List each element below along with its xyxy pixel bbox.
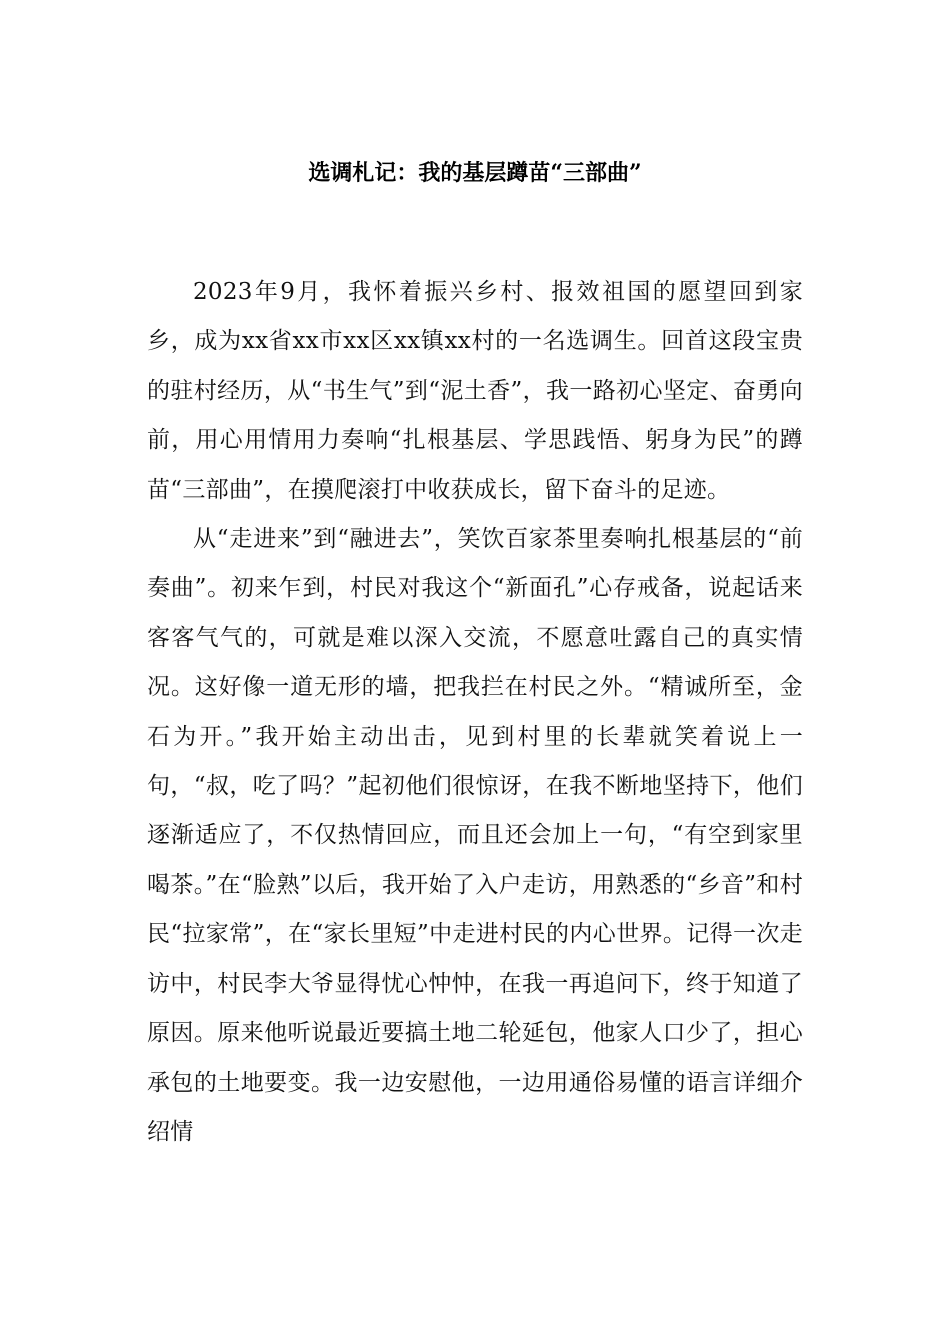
paragraph-prelude: 从“走进来”到“融进去”，笑饮百家茶里奏响扎根基层的“前奏曲”。初来乍到，村民对我这个“新面孔”心存戒备，说起话来客客气气的，可就是难以深入交流，不愿意吐露自己的真实情况。这好像一道无形的墙，把我拦在村民之外。“精诚所至，金石为开。”我开始主动出击，见到村里的长辈就笑着说上一句，“叔，吃了吗？”起初他们很惊讶，在我不断地坚持下，他们逐渐适应了，不仅热情回应，而且还会加上一句，“有空到家里喝茶。”在“脸熟”以后，我开始了入户走访，用熟悉的“乡音”和村民“拉家常”，在“家长里短”中走进村民的内心世界。记得一次走访中，村民李大爷显得忧心忡忡，在我一再追问下，终于知道了原因。原来他听说最近要搞土地二轮延包，他家人口少了，担心承包的土地要变。我一边安慰他，一边用通俗易懂的语言详细介绍情 — [147, 526, 803, 1145]
paragraph-intro: 2023年9月，我怀着振兴乡村、报效祖国的愿望回到家乡，成为xx省xx市xx区xx镇xx村的一名选调生。回首这段宝贵的驻村经历，从“书生气”到“泥土香”，我一路初心坚定、奋勇向前，用心用情用力奏响“扎根基层、学思践悟、躬身为民”的蹲苗“三部曲”，在摸爬滚打中收获成长，留下奋斗的足迹。 — [147, 279, 803, 503]
document-title: 选调札记：我的基层蹲苗“三部曲” — [308, 160, 642, 186]
document-body — [147, 268, 803, 1157]
